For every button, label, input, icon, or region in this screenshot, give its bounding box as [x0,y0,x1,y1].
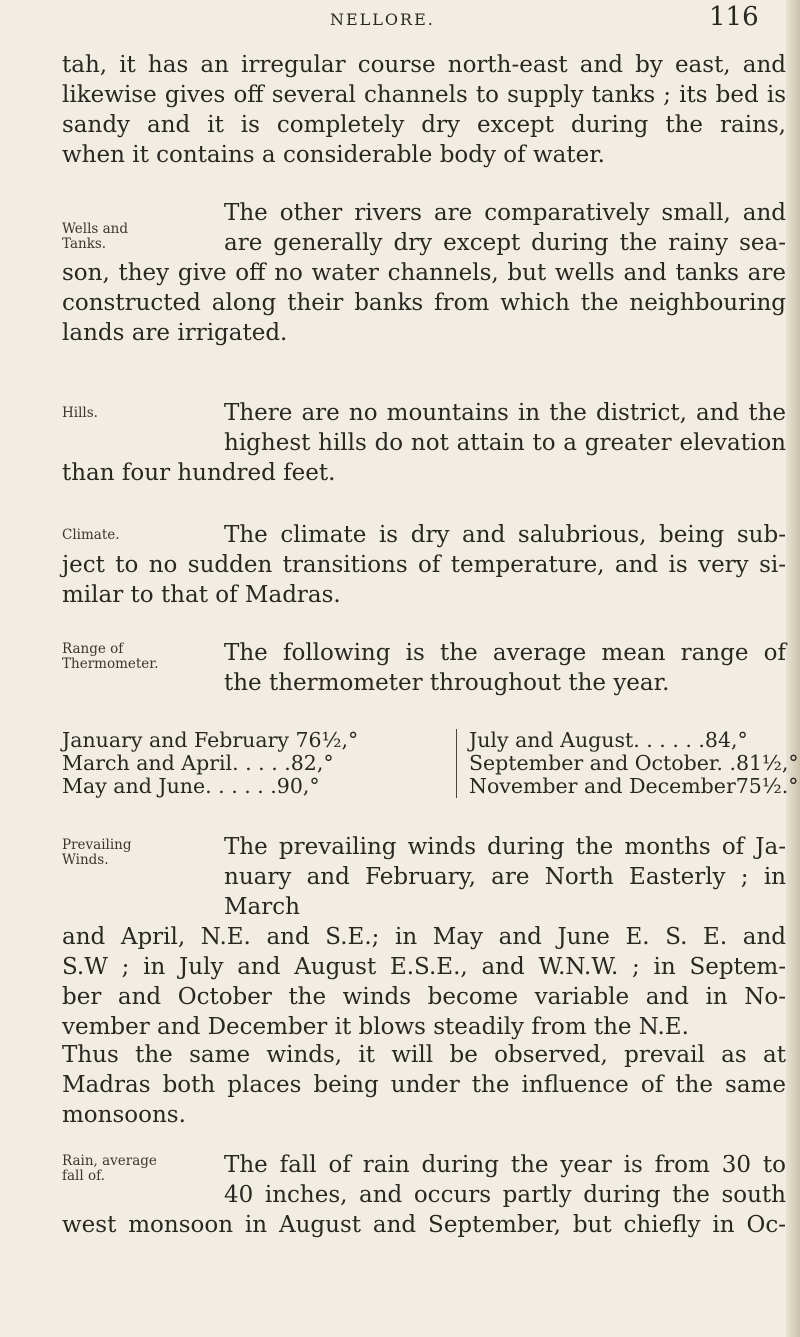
text-line: than four hundred feet. [62,460,336,486]
page-edge [786,0,800,1337]
text-line: sandy and it is completely dry except during the rains, [62,112,786,138]
table-row: July and August. . . . . .84,° [469,728,748,752]
text-line: constructed along their banks from which the neighbouring [62,290,786,316]
text-line: milar to that of Madras. [62,582,341,608]
text-line: Thus the same winds, it will be observed, prevail as at [62,1042,786,1068]
paragraph-climate [62,520,786,610]
text-line: the thermometer throughout the year. [224,670,670,696]
paragraph-madras-comparison [62,1040,786,1130]
text-line: likewise gives off several channels to supply tanks ; its bed is [62,82,786,108]
paragraph-rain [62,1150,786,1240]
text-line: highest hills do not attain to a greater elevation [224,430,786,456]
text-line: The climate is dry and salubrious, being sub- [224,522,786,548]
text-line: There are no mountains in the district, and the [224,400,786,426]
thermometer-column-left [62,729,440,798]
page-number: 116 [709,2,759,32]
text-line: monsoons. [62,1102,186,1128]
running-title: NELLORE. [330,10,435,29]
table-row: March and April. . . . .82,° [62,751,334,775]
text-line: tah, it has an irregular course north-east and by east, and [62,52,786,78]
paragraph-other-rivers [62,198,786,348]
table-row: November and December75½.° [469,774,799,798]
table-row: September and October. .81½,° [469,751,799,775]
table-row: May and June. . . . . .90,° [62,774,320,798]
thermometer-column-right [456,729,799,798]
table-row: January and February 76½,° [62,728,359,752]
paragraph-winds [62,832,786,1042]
text-line: are generally dry except during the rainy sea- [224,230,786,256]
text-line: ject to no sudden transitions of temperature, and is very si- [62,552,786,578]
text-line: when it contains a considerable body of water. [62,142,605,168]
side-note-winds: Prevailing Winds. [62,837,132,868]
text-line: vember and December it blows steadily from the N.E. [62,1014,689,1040]
side-note-climate: Climate. [62,527,120,543]
paragraph-thermometer [62,638,786,698]
text-line: and April, N.E. and S.E.; in May and June E. S. E. and [62,924,786,950]
text-line: The prevailing winds during the months of Ja- [224,834,786,860]
text-line: The following is the average mean range of [224,640,786,666]
paragraph-hills [62,398,786,488]
text-line: Madras both places being under the influence of the same [62,1072,786,1098]
text-line: lands are irrigated. [62,320,288,346]
side-note-thermometer: Range of Thermometer. [62,641,159,672]
paragraph-river-course [62,50,786,170]
text-line: 40 inches, and occurs partly during the south [224,1182,786,1208]
text-line: The other rivers are comparatively small, and [224,200,786,226]
text-line: west monsoon in August and September, but chiefly in Oc- [62,1212,786,1238]
text-line: nuary and February, are North Easterly ; in March [224,864,786,920]
text-line: The fall of rain during the year is from 30 to [224,1152,786,1178]
side-note-rain: Rain, average fall of. [62,1153,157,1184]
text-line: son, they give off no water channels, but wells and tanks are [62,260,786,286]
text-line: ber and October the winds become variable and in No- [62,984,786,1010]
side-note-hills: Hills. [62,405,98,421]
side-note-wells-tanks: Wells and Tanks. [62,221,129,252]
text-line: S.W ; in July and August E.S.E., and W.N.W. ; in Septem- [62,954,786,980]
